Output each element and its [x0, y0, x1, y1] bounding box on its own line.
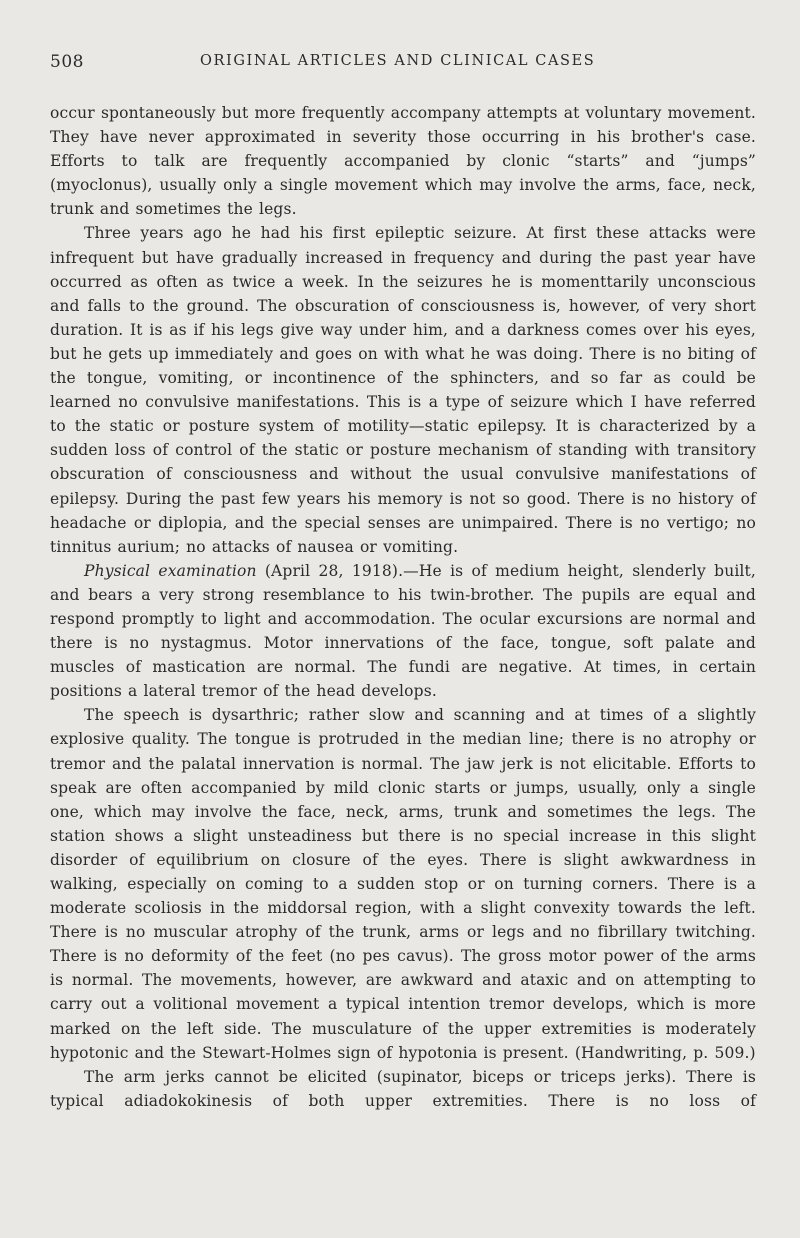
paragraph-arm-jerks: The arm jerks cannot be elicited (supinator, biceps or triceps jerks). There is typical adiadokokinesis of both upper extremities. There is no loss of [50, 1067, 756, 1110]
paragraph-physical-examination [50, 559, 756, 704]
paragraph-myoclonus: occur spontaneously but more frequently accompany attempts at voluntary movement. They have never approximated in severity those occurring in his brother's case. Efforts to talk are frequently accompanied by clonic “starts” and “jumps” (myoclonus), usually only a single movement which may involve the arms, face, neck, trunk and sometimes the legs. [50, 104, 756, 219]
page-number: 508 [50, 52, 84, 72]
section-title: ORIGINAL ARTICLES AND CLINICAL CASES [200, 53, 596, 69]
article-body [50, 101, 756, 1113]
physical-examination-heading: Physical examination [84, 561, 257, 580]
physical-examination-text: (April 28, 1918).—He is of medium height, slenderly built, and bears a very strong resemblance to his twin-brother. The pupils are equal and respond promptly to light and accommodation. The ocular excursions are normal and there is no nystagmus. Motor innervations of the face, tongue, soft palate and muscles of mastication are normal. The fundi are negative. At times, in certain positions a lateral tremor of the head develops. [50, 561, 756, 701]
paragraph-epileptic-seizure: Three years ago he had his first epileptic seizure. At first these attacks were infrequent but have gradually increased in frequency and during the past year have occurred as often as twice a week. In the seizures he is momenttarily unconscious and falls to the ground. The obscuration of consciousness is, however, of very short duration. It is as if his legs give way under him, and a darkness comes over his eyes, but he gets up immediately and goes on with what he was doing. There is no biting of the tongue, vomiting, or incontinence of the sphincters, and so far as could be learned no convulsive manifestations. This is a type of seizure which I have referred to the static or posture system of motility—static epilepsy. It is characterized by a sudden loss of control of the static or posture mechanism of standing with transitory obscuration of consciousness and without the usual convulsive manifestations of epilepsy. During the past few years his memory is not so good. There is no history of headache or diplopia, and the special senses are unimpaired. There is no vertigo; no tinnitus aurium; no attacks of nausea or vomiting. [50, 224, 756, 556]
paragraph-speech: The speech is dysarthric; rather slow and scanning and at times of a slightly explosive quality. The tongue is protruded in the median line; there is no atrophy or tremor and the palatal innervation is normal. The jaw jerk is not elicitable. Efforts to speak are often accompanied by mild clonic starts or jumps, usually, only a single one, which may involve the face, neck, arms, trunk and sometimes the legs. The station shows a slight unsteadiness but there is no special increase in this slight disorder of equilibrium on closure of the eyes. There is slight awkwardness in walking, especially on coming to a sudden stop or on turning corners. There is a moderate scoliosis in the middorsal region, with a slight convexity towards the left. There is no muscular atrophy of the trunk, arms or legs and no fibrillary twitching. There is no deformity of the feet (no pes cavus). The gross motor power of the arms is normal. The movements, however, are awkward and ataxic and on attempting to carry out a volitional movement a typical intention tremor develops, which is more marked on the left side. The musculature of the upper extremities is moderately hypotonic and the Stewart-Holmes sign of hypotonia is present. (Handwriting, p. 509.) [50, 706, 756, 1062]
running-head [50, 52, 756, 82]
